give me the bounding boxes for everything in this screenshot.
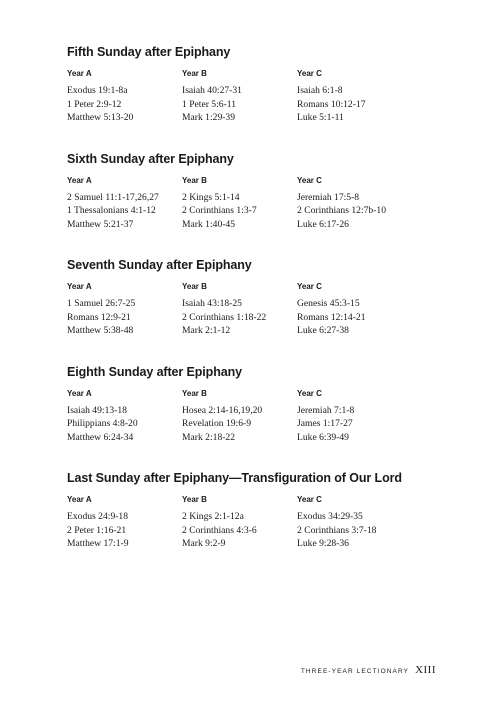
reading: 2 Peter 1:16-21 [67, 524, 127, 536]
reading: Luke 9:28-36 [297, 538, 349, 549]
reading: Philippians 4:8-20 [67, 418, 138, 429]
reading: Matthew 5:13-20 [67, 112, 134, 123]
reading: Mark 2:18-22 [182, 431, 236, 443]
reading: 1 Peter 2:9-12 [67, 98, 122, 110]
year-column [182, 386, 297, 445]
readings-grid [67, 279, 447, 338]
reading: Luke 5:1-11 [297, 112, 344, 123]
year-label: Year A [67, 495, 92, 504]
reading: 2 Kings 2:1-12a [182, 511, 244, 522]
year-column [67, 492, 182, 551]
year-column [297, 279, 417, 338]
reading: Matthew 5:38-48 [67, 325, 134, 336]
reading: Matthew 5:21-37 [67, 218, 134, 230]
reading: Mark 1:40-45 [182, 218, 236, 230]
reading: 1 Samuel 26:7-25 [67, 298, 136, 309]
section-title: Sixth Sunday after Epiphany [67, 151, 234, 166]
year-label: Year C [297, 388, 322, 398]
reading: Exodus 19:1-8a [67, 85, 128, 96]
lectionary-section [67, 44, 447, 151]
reading: Matthew 6:24-34 [67, 431, 134, 443]
reading: Isaiah 40:27-31 [182, 85, 242, 96]
reading: Luke 6:39-49 [297, 431, 349, 443]
reading: Jeremiah 7:1-8 [297, 404, 355, 416]
year-column [182, 279, 297, 338]
reading: 2 Corinthians 3:7-18 [297, 524, 377, 536]
reading: Jeremiah 17:5-8 [297, 191, 360, 203]
reading: 2 Corinthians 12:7b-10 [297, 205, 387, 216]
year-label: Year B [182, 495, 207, 504]
section-title: Seventh Sunday after Epiphany [67, 258, 252, 272]
year-label: Year A [67, 69, 92, 78]
year-column [67, 66, 182, 125]
section-title: Eighth Sunday after Epiphany [67, 364, 242, 379]
year-label: Year A [67, 388, 92, 398]
lectionary-section [67, 364, 447, 471]
year-label: Year C [297, 282, 322, 291]
year-column [297, 386, 417, 445]
reading: 1 Peter 5:6-11 [182, 98, 236, 110]
readings-grid [67, 66, 447, 125]
reading: Mark 9:2-9 [182, 538, 226, 549]
reading: Exodus 34:29-35 [297, 511, 363, 522]
year-label: Year C [297, 175, 322, 185]
year-label: Year B [182, 175, 207, 185]
reading: Exodus 24:9-18 [67, 511, 129, 522]
lectionary-page [67, 44, 447, 577]
reading: Mark 1:29-39 [182, 112, 236, 123]
year-label: Year C [297, 69, 322, 78]
year-column [67, 173, 182, 232]
year-label: Year B [182, 388, 207, 398]
readings-grid [67, 386, 447, 445]
reading: Romans 12:9-21 [67, 311, 131, 323]
year-column [182, 173, 297, 232]
year-column [182, 66, 297, 125]
lectionary-section [67, 470, 447, 577]
readings-grid [67, 173, 447, 232]
reading: Isaiah 49:13-18 [67, 404, 127, 416]
reading: Isaiah 6:1-8 [297, 85, 343, 96]
reading: Romans 12:14-21 [297, 311, 366, 323]
reading: James 1:17-27 [297, 418, 353, 429]
reading: 1 Thessalonians 4:1-12 [67, 205, 156, 216]
running-footer-title: THREE-YEAR LECTIONARY [300, 668, 410, 675]
reading: 2 Corinthians 4:3-6 [182, 524, 257, 536]
reading: Hosea 2:14-16,19,20 [182, 404, 263, 416]
year-column [182, 492, 297, 551]
year-label: Year B [182, 69, 207, 78]
section-title: Fifth Sunday after Epiphany [67, 45, 231, 59]
reading: Luke 6:17-26 [297, 218, 349, 230]
page-number: XIII [415, 664, 436, 676]
reading: 2 Corinthians 1:3-7 [182, 205, 257, 216]
reading: 2 Samuel 11:1-17,26,27 [67, 191, 159, 203]
year-column [67, 279, 182, 338]
year-column [297, 66, 417, 125]
year-label: Year A [67, 282, 92, 291]
lectionary-section [67, 257, 447, 364]
reading: Luke 6:27-38 [297, 325, 349, 336]
readings-grid [67, 492, 447, 551]
year-label: Year C [297, 495, 322, 504]
reading: Revelation 19:6-9 [182, 418, 252, 429]
reading: Isaiah 43:18-25 [182, 298, 242, 309]
lectionary-section [67, 151, 447, 258]
reading: 2 Kings 5:1-14 [182, 191, 240, 203]
reading: 2 Corinthians 1:18-22 [182, 311, 267, 323]
reading: Romans 10:12-17 [297, 98, 366, 110]
reading: Matthew 17:1-9 [67, 538, 129, 549]
year-column [297, 492, 417, 551]
reading: Genesis 45:3-15 [297, 298, 360, 309]
year-column [297, 173, 417, 232]
reading: Mark 2:1-12 [182, 325, 231, 336]
year-label: Year B [182, 282, 207, 291]
year-label: Year A [67, 175, 92, 185]
page-footer [301, 664, 436, 676]
section-title: Last Sunday after Epiphany—Transfiguration of Our Lord [67, 471, 402, 485]
year-column [67, 386, 182, 445]
